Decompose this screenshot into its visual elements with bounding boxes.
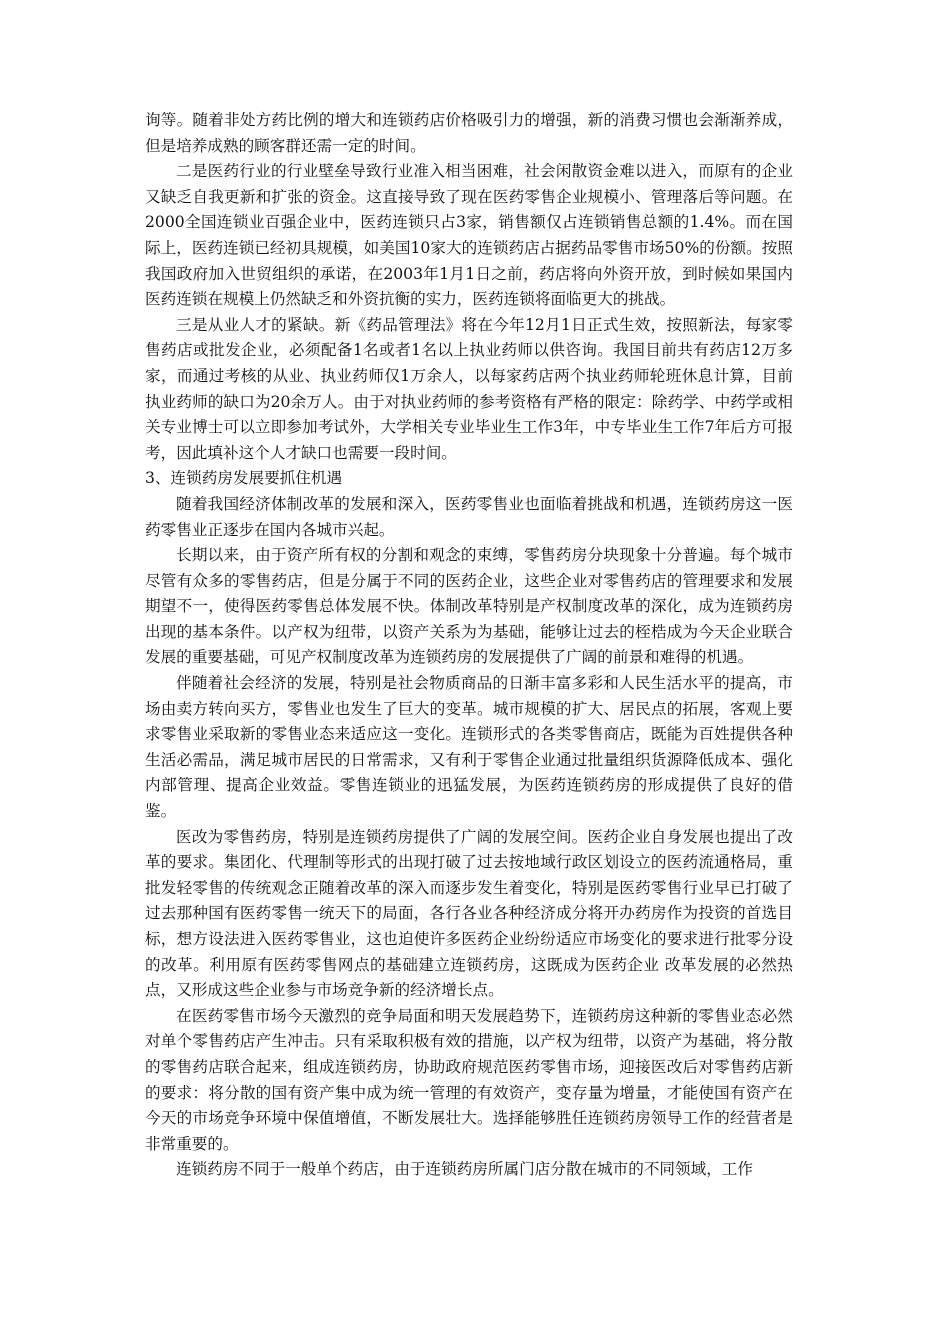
paragraph-continuation: 询等。随着非处方药比例的增大和连锁药店价格吸引力的增强，新的消费习惯也会渐渐养成，但是培养成熟的顾客群还需一定的时间。 — [145, 111, 793, 155]
section-heading: 3、连锁药房发展要抓住机遇 — [145, 469, 343, 488]
paragraph-economic-development: 伴随着社会经济的发展，特别是社会物质商品的日渐丰富多彩和人民生活水平的提高，市场由卖方转向买方，零售业也发生了巨大的变革。城市规模的扩大、居民点的拓展，客观上要求零售业采取新的零售业态来适应这一变化。连锁形式的各类零售商店，既能为百姓提供各种生活必需品，满足城市居民的日常需求，又有利于零售企业通过批量组织货源降低成本、强化内部管理、提高企业效益。零售连锁业的迅猛发展，为医药连锁药房的形成提供了良好的借鉴。 — [145, 674, 793, 821]
paragraph-competition: 在医药零售市场今天激烈的竞争局面和明天发展趋势下，连锁药房这种新的零售业态必然对单个零售药店产生冲击。只有采取积极有效的措施，以产权为纽带，以资产为基础，将分散的零售药店联合起来，组成连锁药房，协助政府规范医药零售市场，迎接医改后对零售药店新的要求：将分散的国有资产集中成为统一管理的有效资产，变存量为增量，才能使国有资产在今天的市场竞争环境中保值增值，不断发展壮大。选择能够胜任连锁药房领导工作的经营者是非常重要的。 — [145, 1006, 793, 1153]
paragraph-talent-shortage: 三是从业人才的紧缺。新《药品管理法》将在今年12月1日正式生效，按照新法，每家零售药店或批发企业，必须配备1名或者1名以上执业药师以供咨询。我国目前共有药店12万多家，而通过考核的从业、执业药师仅1万余人，以每家药店两个执业药师轮班休息计算，目前执业药师的缺口为20余万人。由于对执业药师的参考资格有严格的限定：除药学、中药学或相关专业博士可以立即参加考试外，大学相关专业毕业生工作3年，中专毕业生工作7年后方可报考，因此填补这个人才缺口也需要一段时间。 — [145, 315, 793, 462]
document-page — [145, 108, 793, 1183]
paragraph-reform-opportunity: 随着我国经济体制改革的发展和深入，医药零售业也面临着挑战和机遇，连锁药房这一医药零售业正逐步在国内各城市兴起。 — [145, 494, 793, 539]
paragraph-industry-barriers: 二是医药行业的行业壁垒导致行业准入相当困难，社会闲散资金难以进入，而原有的企业又缺乏自我更新和扩张的资金。这直接导致了现在医药零售企业规模小、管理落后等问题。在2000全国连锁业百强企业中，医药连锁只占3家，销售额仅占连锁销售总额的1.4%。而在国际上，医药连锁已经初具规模，如美国10家大的连锁药店占据药品零售市场50%的份额。按照我国政府加入世贸组织的承诺，在2003年1月1日之前，药店将向外资开放，到时候如果国内医药连锁在规模上仍然缺乏和外资抗衡的实力，医药连锁将面临更大的挑战。 — [145, 162, 793, 309]
paragraph-medical-reform: 医改为零售药房，特别是连锁药房提供了广阔的发展空间。医药企业自身发展也提出了改革的要求。集团化、代理制等形式的出现打破了过去按地域行政区划设立的医药流通格局，重批发轻零售的传统观念正随着改革的深入而逐步发生着变化，特别是医药零售行业早已打破了过去那种国有医药零售一统天下的局面，各行各业各种经济成分将开办药房作为投资的首选目标，想方设法进入医药零售业，这也迫使许多医药企业纷纷适应市场变化的要求进行批零分设的改革。利用原有医药零售网点的基础建立连锁药房，这既成为医药企业 改革发展的必然热点，又形成这些企业参与市场竞争新的经济增长点。 — [145, 827, 793, 1000]
paragraph-chain-difference: 连锁药房不同于一般单个药店，由于连锁药房所属门店分散在城市的不同领域，工作 — [176, 1160, 753, 1179]
paragraph-ownership-reform: 长期以来，由于资产所有权的分割和观念的束缚，零售药房分块现象十分普遍。每个城市尽管有众多的零售药店，但是分属于不同的医药企业，这些企业对零售药店的管理要求和发展期望不一，使得医药零售总体发展不快。体制改革特别是产权制度改革的深化，成为连锁药房出现的基本条件。以产权为纽带，以资产关系为为基础，能够让过去的桎梏成为今天企业联合发展的重要基础，可见产权制度改革为连锁药房的发展提供了广阔的前景和难得的机遇。 — [145, 546, 793, 667]
